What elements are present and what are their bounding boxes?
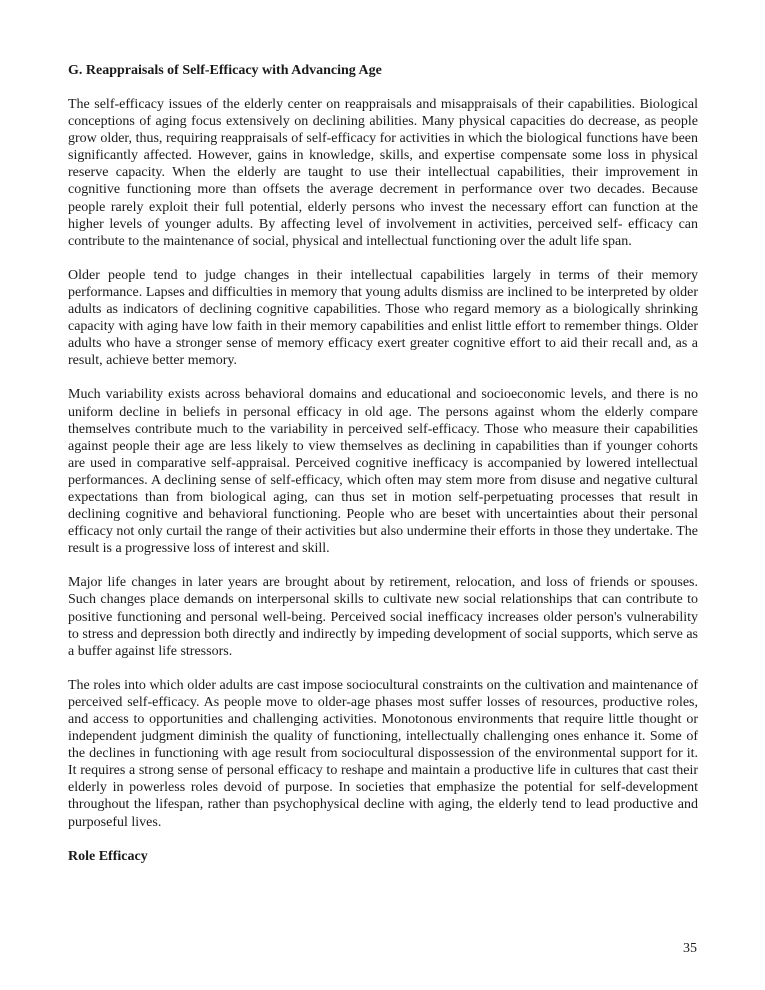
next-section-heading: Role Efficacy: [68, 848, 148, 864]
paragraph-4: Major life changes in later years are brought about by retirement, relocation, and loss of friends or spouses. Such changes place demands on interpersonal skills to cultivate new social relationships that can contribute to positive functioning and personal well-being. Perceived social inefficacy increases older person's vulnerability to stress and depression both directly and indirectly by impeding development of social supports, which serve as a buffer against life stressors.: [68, 575, 698, 659]
section-heading: G. Reappraisals of Self-Efficacy with Advancing Age: [68, 63, 382, 78]
paragraph-3: Much variability exists across behavioral domains and educational and socioeconomic levels, and there is no uniform decline in beliefs in personal efficacy in old age. The persons against whom the elderly compare themselves contribute much to the variability in perceived self-efficacy. Those who measure their capabilities against people their age are less likely to view themselves as declining in capabilities than if younger cohorts are used in comparative self-appraisal. Perceived cognitive inefficacy is accompanied by lowered intellectual performances. A declining sense of self-efficacy, which often may stem more from disuse and negative cultural expectations than from biological aging, can thus set in motion self-perpetuating processes that result in declining cognitive and behavioral functioning. People who are beset with uncertainties about their personal efficacy not only curtail the range of their activities but also undermine their efforts in those they undertake. The result is a progressive loss of interest and skill.: [68, 387, 698, 557]
paragraph-2: Older people tend to judge changes in their intellectual capabilities largely in terms of their memory performance. Lapses and difficulties in memory that young adults dismiss are inclined to be interpreted by older adults as indicators of declining cognitive capabilities. Those who regard memory as a biologically shrinking capacity with aging have low faith in their memory capabilities and enlist little effort to remember things. Older adults who have a stronger sense of memory efficacy exert greater cognitive effort to aid their recall and, as a result, achieve better memory.: [68, 267, 698, 369]
paragraph-5: The roles into which older adults are cast impose sociocultural constraints on the cultivation and maintenance of perceived self-efficacy. As people move to older-age phases most suffer losses of resources, productive roles, and access to opportunities and challenging activities. Monotonous environments that require little thought or independent judgment diminish the quality of functioning, intellectually challenging ones enhance it. Some of the declines in functioning with age result from sociocultural dispossession of the environmental support for it. It requires a strong sense of personal efficacy to reshape and maintain a productive life in cultures that cast their elderly in powerless roles devoid of purpose. In societies that emphasize the potential for self-development throughout the lifespan, rather than psychophysical decline with aging, the elderly tend to lead productive and purposeful lives.: [68, 677, 698, 830]
document-page: [68, 62, 698, 865]
paragraph-1: The self-efficacy issues of the elderly center on reappraisals and misappraisals of their capabilities. Biological conceptions of aging focus extensively on declining abilities. Many physical capacities do decrease, as people grow older, thus, requiring reappraisals of self-efficacy for activities in which the biological functions have been significantly affected. However, gains in knowledge, skills, and expertise compensate some loss in physical reserve capacity. When the elderly are taught to use their intellectual capabilities, their improvement in cognitive functioning more than offsets the average decrement in performance over two decades. Because people rarely exploit their full potential, elderly persons who invest the necessary effort can function at the higher levels of younger adults. By affecting level of involvement in activities, perceived self- efficacy can contribute to the maintenance of social, physical and intellectual functioning over the adult life span.: [68, 97, 698, 249]
page-number: 35: [683, 941, 697, 956]
